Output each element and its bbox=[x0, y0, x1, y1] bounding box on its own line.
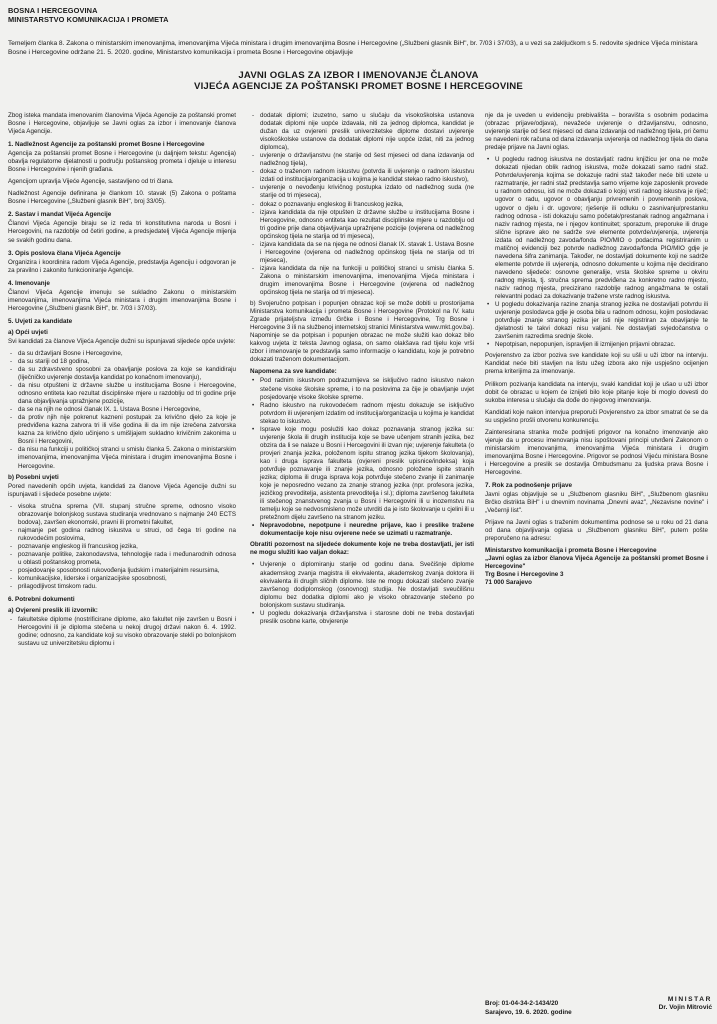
address-line: 71 000 Sarajevo bbox=[485, 579, 532, 587]
paragraph: Nadležnost Agencije definirana je člankom 10. stavak (5) Zakona o poštama Bosne i Hercegovine („Službeni glasnik BiH", broj 33/05). bbox=[8, 190, 236, 206]
invalid-documents-list-continued bbox=[485, 156, 708, 349]
paragraph: Agencija za poštanski promet Bosne i Hercegovine (u daljnjem tekstu: Agencija) obavlja regulatorne djelatnosti u području poštanskog prometa i djeluje u interesu Bosne i Hercegovine i njenih građana. bbox=[8, 150, 236, 174]
list-item: - da su državljani Bosne i Hercegovine, bbox=[8, 350, 236, 358]
list-item: • Isprave koje mogu poslužiti kao dokaz poznavanja stranog jezika su: uvjerenje škola ili drugih institucija koje se bave učenjem stranih jezika, bez obzira da li se nalaze u Bosni i Hercegovini ili izvan nje; uvjerenje fakulteta (o provjeri znanja jezika, položenom ispitu stranog jezika tijekom školovanja), kao i druga isprava fakulteta (ovjereni preslik upisnice/indeksa) koja potvrđuje poznavanje ili znanje jezika, odnosno položene ispite stranih jezika; diploma ili druga isprava koja potvrđuje stečeno zvanje ili zanimanje koje je neposredno vezano za znanje stranog jezika (npr. profesora jezika, jezičkog prevoditelja, asistenta prevoditelja i sl.); diploma završenog fakulteta ili stečenog znanstvenog zvanja u Bosni i Hercegovini ili u inozemstvu na temelju koje se nedvosmisleno može utvrditi da je isto školovanje u cjelini ili u pretežnom dijelu završeno na stranom jeziku. bbox=[250, 426, 474, 523]
attention-paragraph: Obratiti pozornost na sljedeće dokumente koje ne treba dostavljati, jer isti ne mogu služiti kao valjan dokaz: bbox=[250, 541, 474, 557]
note-list bbox=[250, 377, 474, 538]
address-line: Ministarstvo komunikacija i prometa Bosne i Hercegovine bbox=[485, 547, 657, 555]
text-column-3 bbox=[485, 112, 708, 588]
list-item: • Nepotpisan, nepopunjen, ispravljen ili izmijenjen prijavni obrazac. bbox=[485, 341, 708, 349]
paragraph: Zainteresirana stranka može podnijeti prigovor na konačno imenovanje ako vjeruje da u procesu imenovanja nisu ispoštovani principi utvrđeni Zakonom o ministarskim imenovanjima, imenovanjima Vijeća ministara i drugim imenovanjima Bosne i Hercegovine. Prigovor se podnosi Vijeću ministara Bosne i Hercegovine a preslik se dostavlja Ombudsmanu za ljudska prava Bosne i Hercegovine. bbox=[485, 428, 708, 476]
paragraph: Javni oglas objavljuje se u „Službenom glasniku BiH", „Službenom glasniku Brčko distrikta BiH" i u dnevnim novinama „Dnevni avaz", „Nezavisne novine" i „Večernji list". bbox=[485, 491, 708, 515]
list-item: - da su stariji od 18 godina, bbox=[8, 358, 236, 366]
paragraph: Prilikom pozivanja kandidata na intervju, svaki kandidat koji je ušao u uži izbor dobit će obrazac u kojem će iznijeti bilo koje pitanje koje bi moglo dovesti do sukoba interesa u slučaju da dođe do njegovog imenovanja. bbox=[485, 380, 708, 404]
note-heading: Napomena za sve kandidate: bbox=[250, 368, 337, 376]
intro-paragraph: Zbog isteka mandata imenovanim članovima Vijeća Agencije za poštanski promet Bosne i Hercegovine, objavljuje se Javni oglas za izbor i imenovanje članova Vijeća Agencije. bbox=[8, 112, 236, 136]
list-item: - dodatak diplomi; izuzetno, samo u slučaju da visokoškolska ustanova dodatak diplomi nije uopće izdavala, niti za jednog diplomca, kandidat je dužan da uz ovjereni preslik univerzitetske diplome dostavi uvjerenje visokoškolske ustanove da dodatak diplomi nije uopće izdat, niti za jednog diplomca), bbox=[250, 112, 474, 152]
paragraph: Članovi Vijeća Agencije imenuju se sukladno Zakonu o ministarskim imenovanjima, imenovanjima Vijeća ministara i drugim imenovanjima Bosne i Hercegovine („Službeni glasnik BiH", br. 7/03 i 37/03). bbox=[8, 288, 236, 312]
list-item: - uvjerenje o nevođenju krivičnog postupka izdato od nadležnog suda (ne starije od tri mjeseca), bbox=[250, 184, 474, 200]
paragraph: Članovi Vijeća Agencije biraju se iz reda tri konstitutivna naroda u Bosni i Hercegovini, na razdoblje od četiri godine, a predsjedatelj Vijeća Agencije mijenja se svakih godinu dana. bbox=[8, 220, 236, 244]
list-item: - da su zdravstveno sposobni za obavljanje poslova za koje se kandidiraju (liječničko uvjerenje dostavlja kandidat po konačnom imenovanju), bbox=[8, 366, 236, 382]
list-item: - poznavanje engleskog ili francuskog jezika, bbox=[8, 543, 236, 551]
institution-header bbox=[8, 6, 169, 24]
signatory-name: Dr. Vojin Mitrović bbox=[658, 1004, 712, 1012]
list-item: - da se na njih ne odnosi članak IX. 1. Ustava Bosne i Hercegovine, bbox=[8, 406, 236, 414]
list-item: - poznavanje politike, zakonodavstva, tehnologije rada i međunarodnih odnosa u oblasti poštanskog prometa, bbox=[8, 551, 236, 567]
text-column-2 bbox=[250, 112, 474, 629]
list-item: - izjava kandidata da nije otpušten iz državne službe u institucijama Bosne i Hercegovine, odnosno entiteta kao rezultat disciplinske mjere u razdoblju od tri godine prije dana objavljivanja upražnjene pozicije (ovjerena od nadležnog općinskog tijela ne starija od tri mjeseca), bbox=[250, 209, 474, 241]
list-item: - da nisu otpušteni iz državne službe u institucijama Bosne i Hercegovine, odnosno entiteta kao rezultat disciplinske mjere u razdoblju od tri godine prije dana objavljivanja upražnjene pozicije, bbox=[8, 382, 236, 406]
address-line: Trg Bosne i Hercegovine 3 bbox=[485, 571, 564, 579]
section-4-heading: 4. Imenovanje bbox=[8, 279, 50, 287]
signature-block bbox=[610, 996, 712, 1013]
paragraph: Agencijom upravlja Vijeće Agencije, sastavljeno od tri člana. bbox=[8, 178, 174, 186]
paragraph: Kandidati koje nakon intervjua preporuči Povjerenstvo za izbor smatrat će se da su uspješno prošli otvorenu konkurenciju. bbox=[485, 408, 708, 424]
invalid-documents-list bbox=[250, 561, 474, 625]
section-7-heading: 7. Rok za podnošenje prijave bbox=[485, 482, 573, 490]
special-conditions-heading: b) Posebni uvjeti bbox=[8, 473, 59, 481]
reference-block bbox=[485, 1000, 572, 1017]
list-item: - fakultetske diplome (nostrificirane diplome, ako fakultet nije završen u Bosni i Hercegovini ili je diploma stečena u nekoj drugoj državi nakon 6. 4. 1992. godine; odnosno, za kandidate koji su visoko obrazovanje stekli po bolonjskom sustavu uz univerzitetsku diplomu i bbox=[8, 616, 236, 648]
list-item: • Nepravodobne, nepotpune i neuredne prijave, kao i preslike tražene dokumentacije koje nisu ovjerene neće se uzimati u razmatranje. bbox=[250, 522, 474, 538]
application-form-paragraph: b) Svojeručno potpisan i popunjen obrazac koji se može dobiti u prostorijama Ministarstva komunikacija i prometa Bosne i Hercegovine (Protokol na IV. katu Zgrade prijateljstva između Grčke i Bosne i Hercegovine, Trg Bosne i Hercegovine 3 ili na službenoj internetskoj stranici Ministarstva www.mkt.gov.ba). Napominje se da potpisan i popunjen obrazac ne može služiti kao dokaz bilo kakvog uvjeta iz teksta Javnog oglasa, on samo olakšava rad tijelu koje vrši izbor i imenovanje te predstavlja samo informacije o kandidatu, koje je potrebno dokazati traženom dokumentacijom. bbox=[250, 300, 474, 364]
documents-heading: a) Ovjereni preslik ili izvornik: bbox=[8, 607, 98, 615]
special-conditions-list bbox=[8, 503, 236, 592]
documents-list-continued bbox=[250, 112, 474, 297]
list-item: • Pod radnim iskustvom podrazumijeva se isključivo radno iskustvo nakon stečene visoke školske spreme, i to na poslovima za čije je obavljanje uvjet posjedovanje visoke školske spreme. bbox=[250, 377, 474, 401]
list-item: - dokaz o traženom radnom iskustvu (potvrda ili uvjerenje o radnom iskustvu izdati od institucija/organizacija u kojima je kandidat stekao radno iskustvo), bbox=[250, 168, 474, 184]
country-name: BOSNA I HERCEGOVINA bbox=[8, 6, 98, 15]
section-3-heading: 3. Opis poslova člana Vijeća Agencije bbox=[8, 249, 121, 257]
list-item: - visoka stručna sprema (VII. stupanj stručne spreme, odnosno visoko obrazovanje bolonjskog sustava studiranja vrednovano s najmanje 240 ECTS bodova), završen ekonomski, pravni ili prometni fakultet, bbox=[8, 503, 236, 527]
general-conditions-heading: a) Opći uvjeti bbox=[8, 328, 48, 336]
list-item: • U pogledu dokazivanja državljanstva i starosne dobi ne treba dostavljati preslik osobne karte, obvjerenje bbox=[250, 610, 474, 626]
paragraph: nje da je uveden u evidenciju prebivališta – boravišta s osobnim podacima (obrazac prijave/odjava), nevažeće uvjerenje o državljanstvu, odnosno, uvjerenje starije od šest mjeseci od dana izdavanja od nadležnog tijela, pri čemu se navedeni rok računa od dana izdavanja uvjerenja od nadležnog tijela do dana predaje prijave na Javni oglas. bbox=[485, 112, 708, 152]
signatory-role: MINISTAR bbox=[667, 996, 712, 1003]
reference-number: Broj: 01-04-34-2-1434/20 bbox=[485, 1000, 559, 1007]
list-item: • Uvjerenje o diplomiranju starije od godinu dana. Svečišnje diplome akademskog zvanja magistra ili ekvivalenta, akademskog zvanja doktora ili ekvivalenta ili drugih sličnih diplome. Iste ne mogu dokazati stečeno zvanje završenog dodiplomskog (osnovnog) studija. Ne dostavljati sveučilišnu diplomu bez dodatka diplomi ako je visoko obrazovanje stečeno po bolonjskom sustavu studiranja. bbox=[250, 561, 474, 609]
list-item: - najmanje pet godina radnog iskustva u struci, od čega tri godine na rukovodećim poslovima, bbox=[8, 527, 236, 543]
notice-title-line1: JAVNI OGLAS ZA IZBOR I IMENOVANJE ČLANOVA bbox=[238, 70, 479, 81]
list-item: - izjava kandidata da nije na funkciji u političkoj stranci u smislu članka 5. Zakona o ministarskim imenovanjima, imenovanjima Vijeća ministara i drugim imenovanjima Bosne i Hercegovine (ovjerena od nadležnog općinskog tijela ne starija od tri mjeseca). bbox=[250, 265, 474, 297]
address-line: „Javni oglas za izbor članova Vijeća Agencije za poštanski promet Bosne i Hercegovine" bbox=[485, 555, 708, 571]
list-item: - posjedovanje sposobnosti rukovođenja ljudskim i materijalnim resursima, bbox=[8, 567, 236, 575]
paragraph: Pored navedenih općih uvjeta, kandidati za članove Vijeća Agencije dužni su ispunjavati i sljedeće posebne uvjete: bbox=[8, 482, 236, 498]
list-item: • U pogledu radnog iskustva ne dostavljati: radnu knjižicu jer ona ne može dokazati njiedan oblik radnog iskustva, može dokazati samo radni staž. Potvrde/uvjerenja kojima se dokazuje radni staž također neće biti uzete u razmatranje, jer radni staž predstavlja samo vrijeme koje zaposlenik provede u radnom odnosu, isti ne može dokazati o kojoj vrsti radnog iskustva je riječ; ugovor o radu, ugovor o obavljanju privremenih i povremenih poslova, ugovor o djelu i dr. ugovore; rješenje ili odluku o zasnivanju/prestanku radnog odnosa - isti dokazuju samo početak/prestanak radnog angažmana i naziv radnog mjesta, ne i njegov kontinuitet; sporazum, preporuke ili druge slične isprave ako ne sadrže sve elemente potvrde/uvjerenja, uvjerenja izdata od nadležnog zavoda/fonda PIO/MIO o podacima registriranim u matičnoj evidenciji bez potvrde nadležnog zavoda/fonda PIO/MIO gdje je navedena šifra zanimanja. Također, ne dostavljati dokumente koji ne sadrže elemente potvrde ili uvjerenja, odnosno dokumente u kojima nije decidirano navedeno sljedeće: osnovne generalije, vrsta školske spreme u okviru radnog mjesta, tj. stručna sprema predviđena za konkretno radno mjesto, naziv radnog mjesta, precizirano razdoblje radnog angažmana te ostali relevantni podaci za dokazivanje tražene vrste radnog iskustva. bbox=[485, 156, 708, 301]
section-5-heading: 5. Uvjeti za kandidate bbox=[8, 317, 73, 325]
legal-preamble: Temeljem članka 8. Zakona o ministarskim imenovanjima, imenovanjima Vijeća ministara i drugim imenovanjima Bosne i Hercegovine („Službeni glasnik BiH", br. 7/03 i 37/03), a u vezi sa zaključkom s 5. redovite sjednice Vijeća ministara Bosne i Hercegovine održane 21. 5. 2020. godine, Ministarstvo komunikacija i prometa Bosne i Hercegovine objavljuje bbox=[8, 40, 698, 56]
list-item: - da protiv njih nije pokrenut kazneni postupak za krivično djelo za koje je predviđena kazna zatvora tri ili više godina ili da im nije izrečena zatvorska kazna za krivično djelo učinjeno s umišljajem sukladno krivičnim zakonima u Bosni i Hercegovini, bbox=[8, 414, 236, 446]
section-2-heading: 2. Sastav i mandat Vijeća Agencije bbox=[8, 211, 112, 219]
list-item: - dokaz o poznavanju engleskog ili francuskog jezika, bbox=[250, 201, 474, 209]
paragraph: Svi kandidati za članove Vijeća Agencije dužni su ispunjavati sljedeće opće uvjete: bbox=[8, 337, 236, 345]
list-item: • U pogledu dokazivanja razine znanja stranog jezika ne dostavljati potvrdu ili uvjerenje poslodavca gdje je osoba bila u radnom odnosu, kojim poslodavac potvrđuje znanje stranog jezika jer isti nije registriran za obavljanje te djelatnosti te takvi dokazi nisu valjani. Ne dostavljati svjedočanstva o završenim razredima srednje škole. bbox=[485, 301, 708, 341]
list-item: - izjava kandidata da se na njega ne odnosi članak IX. stavak 1. Ustava Bosne i Hercegovine (ovjerena od nadležnog općinskog tijela ne starija od tri mjeseca), bbox=[250, 241, 474, 265]
list-item: - prilagodljivost timskom radu. bbox=[8, 583, 236, 591]
notice-title-line2: VIJEĆA AGENCIJE ZA POŠTANSKI PROMET BOSNE I HERCEGOVINE bbox=[193, 81, 524, 92]
paragraph: Prijave na Javni oglas s traženim dokumentima podnose se u roku od 21 dana od dana objavljivanja oglasa u „Službenom glasniku BiH", putem pošte preporučeno na adresu: bbox=[485, 519, 708, 543]
notice-title bbox=[0, 70, 717, 92]
section-1-heading: 1. Nadležnost Agencije za poštanski promet Bosne i Hercegovine bbox=[8, 141, 205, 149]
paragraph: Organizira i koordinira radom Vijeća Agencije, predstavlja Agenciju i odgovoran je za pravilno i zakonito funkcioniranje Agencije. bbox=[8, 258, 236, 274]
paragraph: Povjerenstvo za izbor poziva sve kandidate koji su ušli u uži izbor na intervju. Kandidat neće biti stavljen na listu užeg izbora ako nije uspješno ocijenjen prema kriterijima za imenovanje. bbox=[485, 352, 708, 376]
ministry-name: MINISTARSTVO KOMUNIKACIJA I PROMETA bbox=[8, 15, 169, 24]
place-date: Sarajevo, 19. 6. 2020. godine bbox=[485, 1008, 572, 1016]
section-6-heading: 6. Potrebni dokumenti bbox=[8, 596, 75, 604]
list-item: - komunikacijske, liderske i organizacijske sposobnosti, bbox=[8, 575, 236, 583]
text-column-1 bbox=[8, 112, 236, 651]
general-conditions-list bbox=[8, 350, 236, 471]
list-item: • Radno iskustvo na rukovodećem radnom mjestu dokazuje se isključivo potvrdom ili uvjerenjem izdatim od institucija/organizacija u kojima je kandidat stekao to iskustvo. bbox=[250, 402, 474, 426]
documents-list bbox=[8, 616, 236, 648]
list-item: - da nisu na funkciji u političkoj stranci u smislu članka 5. Zakona o ministarskim imenovanjima, imenovanjima Vijeća ministara i drugim imenovanjima Bosne i Hercegovine. bbox=[8, 446, 236, 470]
list-item: - uvjerenje o državljanstvu (ne starije od šest mjeseci od dana izdavanja od nadležnog tijela), bbox=[250, 152, 474, 168]
